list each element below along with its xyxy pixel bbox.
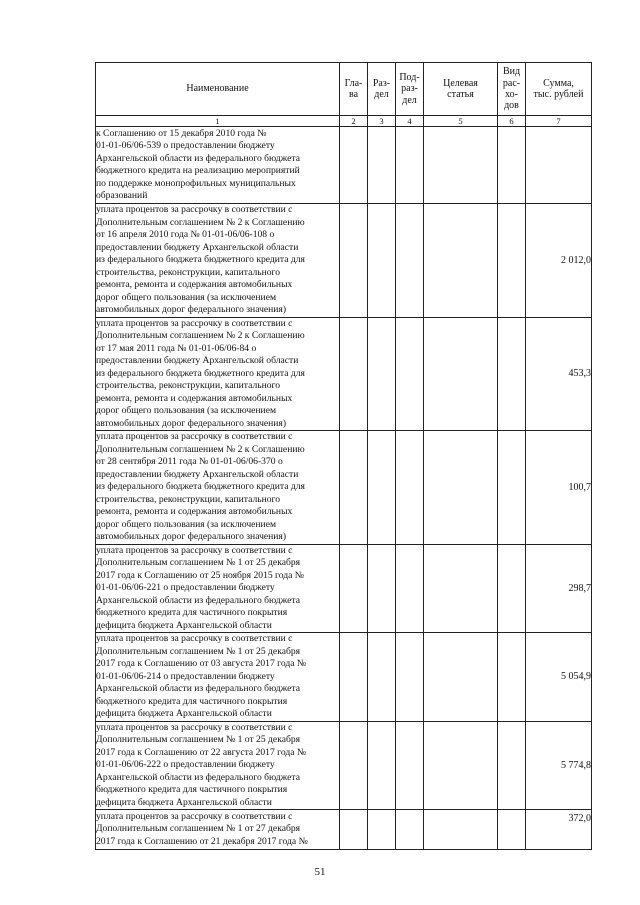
- cell-vid: [498, 633, 526, 722]
- cell-razdel: [368, 204, 396, 318]
- row-sum: 100,7: [526, 431, 592, 545]
- column-number: 7: [526, 116, 592, 127]
- table-row: [96, 721, 592, 810]
- cell-glava: [340, 633, 368, 722]
- row-sum: 2 012,0: [526, 204, 592, 318]
- row-sum: 5 054,9: [526, 633, 592, 722]
- table-row: [96, 317, 592, 431]
- header-row: [96, 63, 592, 116]
- row-name: уплата процентов за рассрочку в соответствии с Дополнительным соглашением № 1 от 25 декабря 2017 года к Соглашению от 03 августа 2017 года № 01-01-06/06-214 о предоставлении бюджету Архангельской области из федерального бюджета бюджетного кредита для частичного покрытия дефицита бюджета Архангельской области: [96, 633, 340, 722]
- cell-target: [424, 810, 498, 850]
- cell-podrazdel: [396, 721, 424, 810]
- row-name: уплата процентов за рассрочку в соответствии с Дополнительным соглашением № 2 к Соглашению от 28 сентября 2011 года № 01-01-06/06-370 о предоставлении бюджету Архангельской области из федерального бюджета бюджетного кредита для строительства, реконструкции, капитального ремонта, ремонта и содержания автомобильных дорог общего пользования (за исключением автомобильных дорог федерального значения): [96, 431, 340, 545]
- row-name: уплата процентов за рассрочку в соответствии с Дополнительным соглашением № 1 от 27 декабря 2017 года к Соглашению от 21 декабря 2017 года №: [96, 810, 340, 850]
- cell-target: [424, 204, 498, 318]
- column-number-row: [96, 116, 592, 127]
- cell-target: [424, 721, 498, 810]
- page-number: 51: [314, 866, 326, 878]
- row-sum: [526, 127, 592, 204]
- cell-target: [424, 633, 498, 722]
- cell-razdel: [368, 431, 396, 545]
- header-glava: Гла- ва: [340, 63, 368, 116]
- table-row: [96, 633, 592, 722]
- row-name: к Соглашению от 15 декабря 2010 года № 01-01-06/06-539 о предоставлении бюджету Архангельской области из федерального бюджета бюджетного кредита на реализацию мероприятий по поддержке монопрофильных муниципальных образований: [96, 127, 340, 204]
- header-razdel: Раз- дел: [368, 63, 396, 116]
- cell-vid: [498, 204, 526, 318]
- cell-vid: [498, 317, 526, 431]
- column-number: 1: [96, 116, 340, 127]
- cell-podrazdel: [396, 810, 424, 850]
- cell-vid: [498, 127, 526, 204]
- cell-razdel: [368, 633, 396, 722]
- row-name: уплата процентов за рассрочку в соответствии с Дополнительным соглашением № 1 от 25 декабря 2017 года к Соглашению от 22 августа 2017 года № 01-01-06/06-222 о предоставлении бюджету Архангельской области из федерального бюджета бюджетного кредита для частичного покрытия дефицита бюджета Архангельской области: [96, 721, 340, 810]
- header-podrazdel: Под- раз- дел: [396, 63, 424, 116]
- row-name: уплата процентов за рассрочку в соответствии с Дополнительным соглашением № 2 к Соглашению от 17 мая 2011 года № 01-01-06/06-84 о предоставлении бюджету Архангельской области из федерального бюджета бюджетного кредита для строительства, реконструкции, капитального ремонта, ремонта и содержания автомобильных дорог общего пользования (за исключением автомобильных дорог федерального значения): [96, 317, 340, 431]
- cell-podrazdel: [396, 127, 424, 204]
- row-sum: 5 774,8: [526, 721, 592, 810]
- cell-razdel: [368, 317, 396, 431]
- column-number: 5: [424, 116, 498, 127]
- cell-razdel: [368, 721, 396, 810]
- header-name: Наименование: [96, 63, 340, 116]
- row-sum: 372,0: [526, 810, 592, 850]
- row-sum: 298,7: [526, 544, 592, 633]
- cell-glava: [340, 317, 368, 431]
- table-row: [96, 127, 592, 204]
- cell-glava: [340, 721, 368, 810]
- table-row: [96, 544, 592, 633]
- cell-vid: [498, 810, 526, 850]
- cell-target: [424, 544, 498, 633]
- row-name: уплата процентов за рассрочку в соответствии с Дополнительным соглашением № 2 к Соглашению от 16 апреля 2010 года № 01-01-06/06-108 о предоставлении бюджету Архангельской области из федерального бюджета бюджетного кредита для строительства, реконструкции, капитального ремонта, ремонта и содержания автомобильных дорог общего пользования (за исключением автомобильных дорог федерального значения): [96, 204, 340, 318]
- column-number: 3: [368, 116, 396, 127]
- cell-glava: [340, 127, 368, 204]
- cell-target: [424, 127, 498, 204]
- row-name: уплата процентов за рассрочку в соответствии с Дополнительным соглашением № 1 от 25 декабря 2017 года к Соглашению от 25 ноября 2015 года № 01-01-06/06-221 о предоставлении бюджету Архангельской области из федерального бюджета бюджетного кредита для частичного покрытия дефицита бюджета Архангельской области: [96, 544, 340, 633]
- cell-podrazdel: [396, 431, 424, 545]
- cell-target: [424, 317, 498, 431]
- column-number: 6: [498, 116, 526, 127]
- budget-table: [95, 62, 592, 850]
- header-vid: Вид рас- хо- дов: [498, 63, 526, 116]
- cell-razdel: [368, 810, 396, 850]
- cell-glava: [340, 431, 368, 545]
- cell-target: [424, 431, 498, 545]
- column-number: 4: [396, 116, 424, 127]
- row-sum: 453,3: [526, 317, 592, 431]
- cell-podrazdel: [396, 317, 424, 431]
- cell-glava: [340, 204, 368, 318]
- header-target: Целевая статья: [424, 63, 498, 116]
- cell-razdel: [368, 544, 396, 633]
- cell-podrazdel: [396, 633, 424, 722]
- cell-vid: [498, 544, 526, 633]
- column-number: 2: [340, 116, 368, 127]
- cell-vid: [498, 721, 526, 810]
- header-sum: Сумма, тыс. рублей: [526, 63, 592, 116]
- cell-glava: [340, 810, 368, 850]
- cell-podrazdel: [396, 544, 424, 633]
- cell-glava: [340, 544, 368, 633]
- table-row: [96, 204, 592, 318]
- cell-podrazdel: [396, 204, 424, 318]
- cell-razdel: [368, 127, 396, 204]
- table-row: [96, 810, 592, 850]
- table-row: [96, 431, 592, 545]
- cell-vid: [498, 431, 526, 545]
